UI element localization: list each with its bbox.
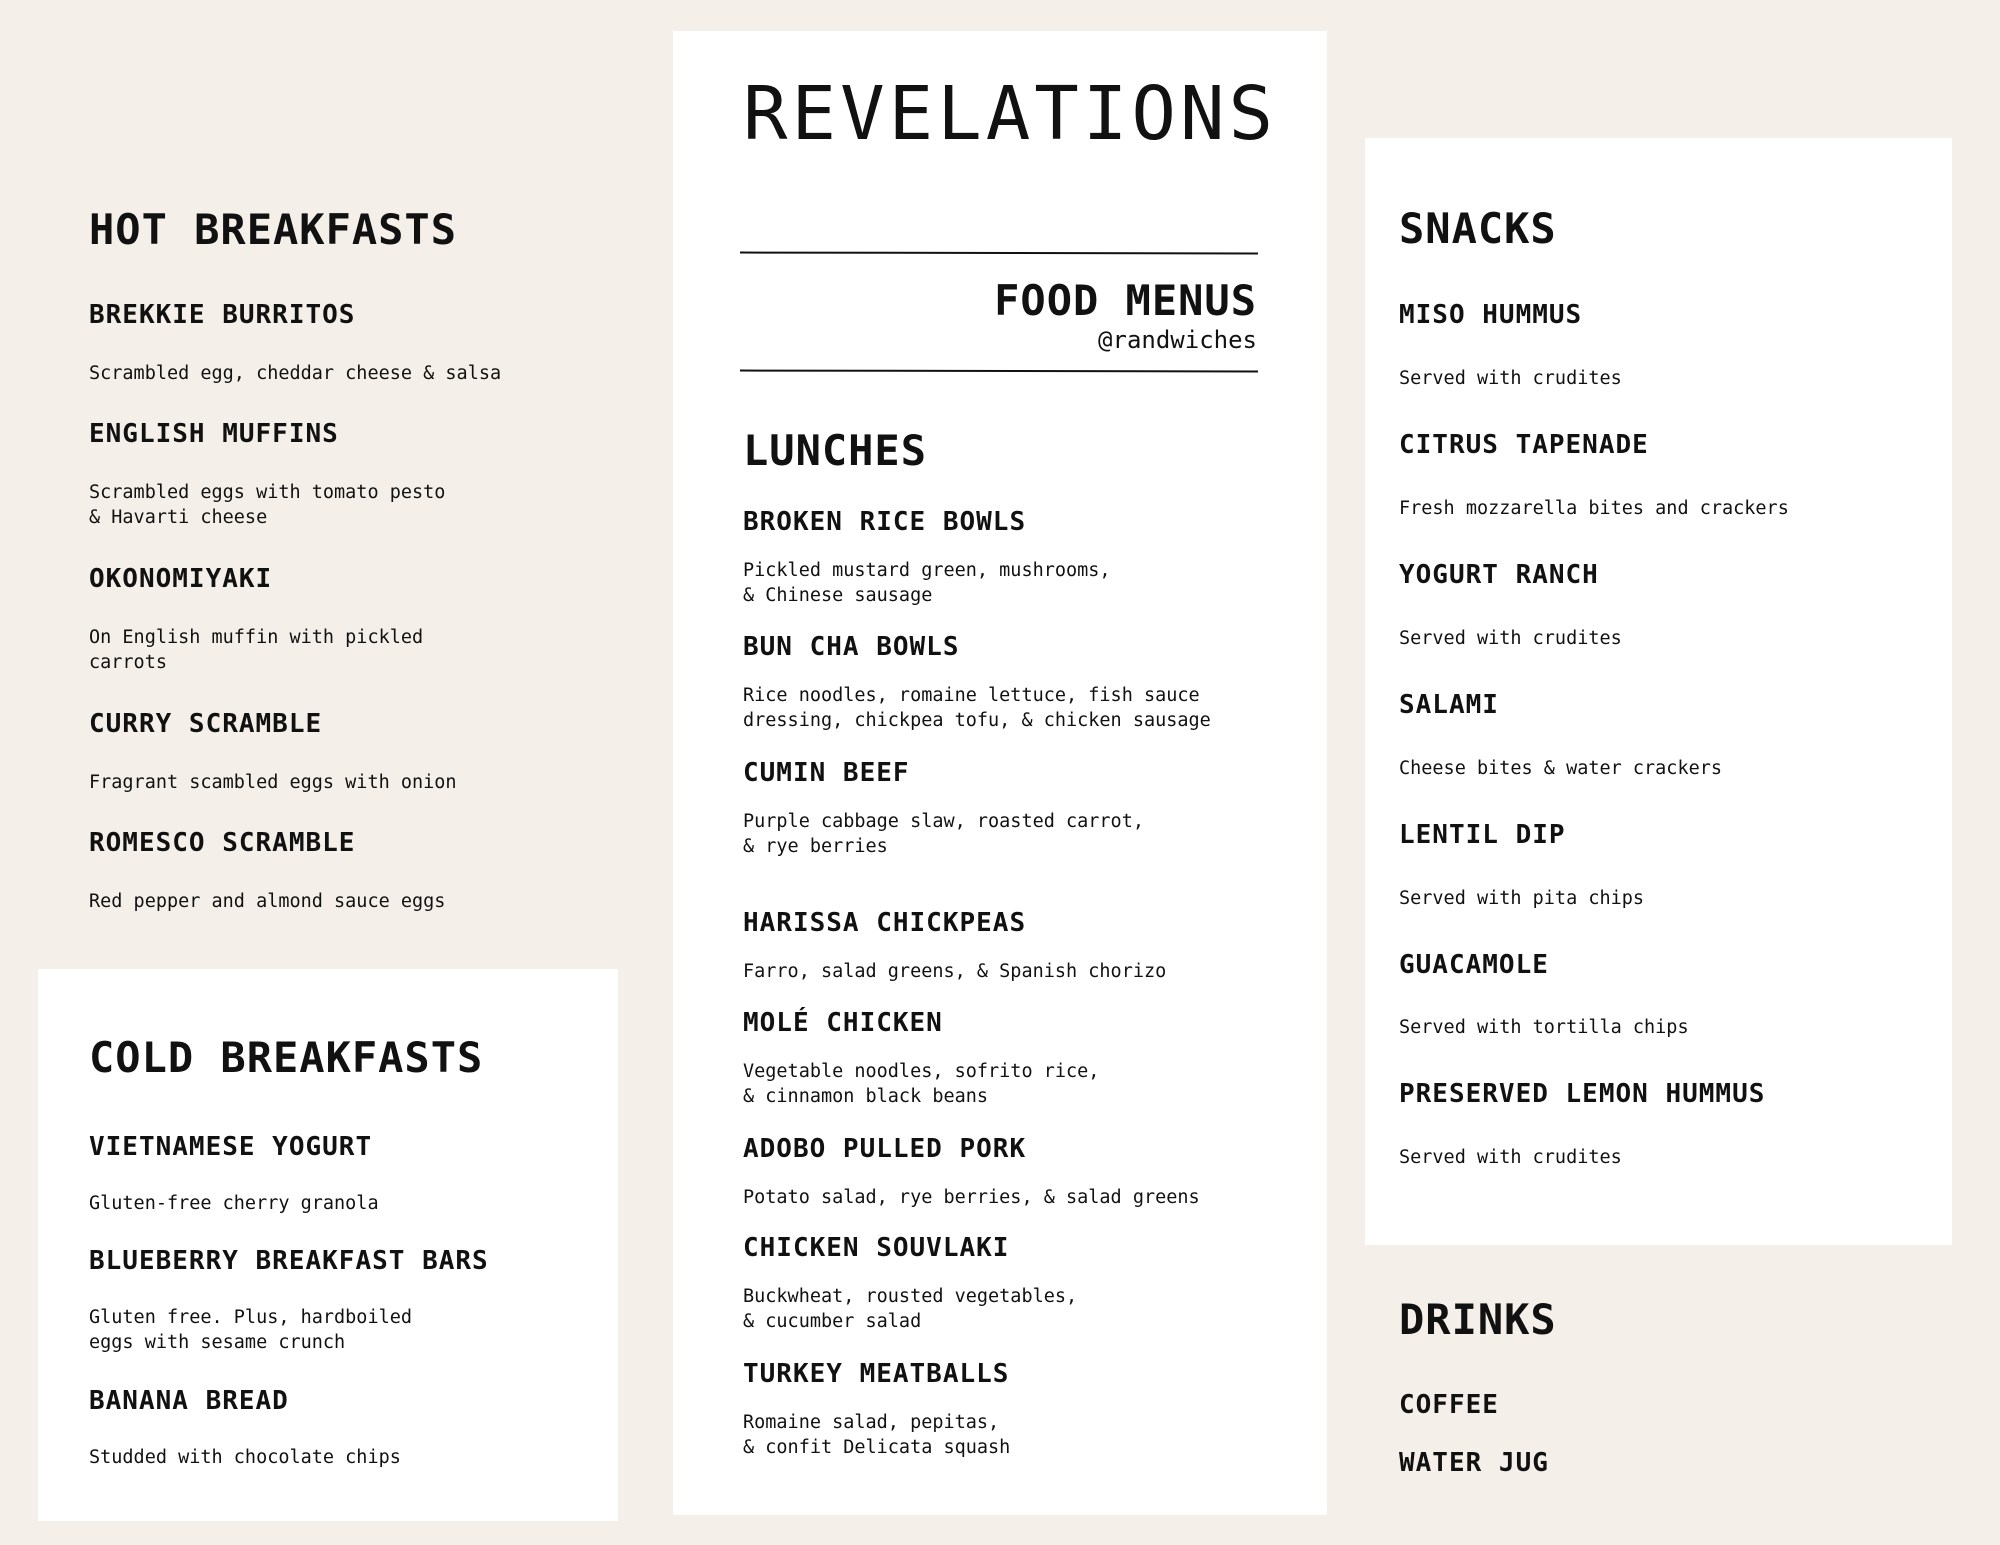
menu-item-name: LENTIL DIP bbox=[1399, 820, 1566, 850]
menu-item-desc: Studded with chocolate chips bbox=[89, 1447, 401, 1468]
menu-item-name: ENGLISH MUFFINS bbox=[89, 419, 339, 449]
menu-item-desc: Red pepper and almond sauce eggs bbox=[89, 891, 446, 912]
menu-item-desc: Potato salad, rye berries, & salad greens bbox=[743, 1187, 1200, 1208]
lunches-title: LUNCHES bbox=[743, 426, 928, 475]
menu-item-desc: Cheese bites & water crackers bbox=[1399, 758, 1723, 779]
social-handle: @randwiches bbox=[1098, 326, 1257, 354]
menu-item-name: BUN CHA BOWLS bbox=[743, 632, 960, 662]
menu-item-name: HARISSA CHICKPEAS bbox=[743, 908, 1027, 938]
menu-item-desc: Purple cabbage slaw, roasted carrot, & rye berries bbox=[743, 811, 1144, 857]
menu-item-desc: Gluten-free cherry granola bbox=[89, 1193, 379, 1214]
menu-item-name: MISO HUMMUS bbox=[1399, 300, 1583, 330]
menu-item-name: OKONOMIYAKI bbox=[89, 564, 273, 594]
snacks-section bbox=[1365, 138, 1952, 1245]
menu-item-name: YOGURT RANCH bbox=[1399, 560, 1599, 590]
menu-item-name: SALAMI bbox=[1399, 690, 1499, 720]
cold-breakfasts-section bbox=[38, 969, 618, 1521]
menu-item-desc: Fragrant scambled eggs with onion bbox=[89, 772, 457, 793]
menu-item-desc: Served with tortilla chips bbox=[1399, 1017, 1689, 1038]
menu-item-desc: Buckwheat, rousted vegetables, & cucumber salad bbox=[743, 1286, 1078, 1332]
menu-item-desc: Served with crudites bbox=[1399, 368, 1622, 389]
snacks-title: SNACKS bbox=[1399, 204, 1557, 253]
menu-item-name: CUMIN BEEF bbox=[743, 758, 910, 788]
drinks-section bbox=[1365, 1280, 1952, 1520]
menu-item-name: TURKEY MEATBALLS bbox=[743, 1359, 1010, 1389]
hot-breakfasts-section bbox=[38, 150, 618, 940]
menu-item-name: ADOBO PULLED PORK bbox=[743, 1134, 1027, 1164]
menu-item-desc: Scrambled egg, cheddar cheese & salsa bbox=[89, 363, 502, 384]
drinks-title: DRINKS bbox=[1399, 1295, 1557, 1344]
menu-item-name: VIETNAMESE YOGURT bbox=[89, 1132, 373, 1162]
divider-line bbox=[740, 252, 1258, 255]
food-menus-title: FOOD MENUS bbox=[994, 276, 1257, 325]
menu-item-desc: Served with pita chips bbox=[1399, 888, 1645, 909]
menu-item-desc: Fresh mozzarella bites and crackers bbox=[1399, 498, 1789, 519]
cold-breakfasts-title: COLD BREAKFASTS bbox=[89, 1033, 484, 1082]
menu-item-name: MOLÉ CHICKEN bbox=[743, 1008, 943, 1038]
menu-item-name: WATER JUG bbox=[1399, 1448, 1549, 1478]
menu-item-name: CURRY SCRAMBLE bbox=[89, 709, 323, 739]
menu-item-name: BREKKIE BURRITOS bbox=[89, 300, 356, 330]
menu-item-desc: On English muffin with pickled carrots bbox=[89, 627, 424, 673]
menu-item-name: COFFEE bbox=[1399, 1390, 1499, 1420]
menu-item-name: GUACAMOLE bbox=[1399, 950, 1549, 980]
brand-title: REVELATIONS bbox=[743, 71, 1278, 157]
divider-line bbox=[740, 370, 1258, 373]
menu-item-desc: Pickled mustard green, mushrooms, & Chinese sausage bbox=[743, 560, 1111, 606]
menu-item-desc: Scrambled eggs with tomato pesto & Havarti cheese bbox=[89, 482, 446, 528]
menu-item-desc: Vegetable noodles, sofrito rice, & cinnamon black beans bbox=[743, 1061, 1100, 1107]
menu-item-desc: Romaine salad, pepitas, & confit Delicata squash bbox=[743, 1412, 1011, 1458]
menu-item-desc: Served with crudites bbox=[1399, 628, 1622, 649]
hot-breakfasts-title: HOT BREAKFASTS bbox=[89, 205, 458, 254]
menu-item-name: CITRUS TAPENADE bbox=[1399, 430, 1649, 460]
menu-item-name: CHICKEN SOUVLAKI bbox=[743, 1233, 1010, 1263]
menu-item-name: ROMESCO SCRAMBLE bbox=[89, 828, 356, 858]
menu-item-name: PRESERVED LEMON HUMMUS bbox=[1399, 1079, 1766, 1109]
menu-item-desc: Served with crudites bbox=[1399, 1147, 1622, 1168]
menu-item-name: BLUEBERRY BREAKFAST BARS bbox=[89, 1246, 489, 1276]
menu-item-name: BANANA BREAD bbox=[89, 1386, 289, 1416]
menu-item-name: BROKEN RICE BOWLS bbox=[743, 507, 1027, 537]
menu-item-desc: Rice noodles, romaine lettuce, fish sauce dressing, chickpea tofu, & chicken sausage bbox=[743, 685, 1211, 731]
menu-item-desc: Gluten free. Plus, hardboiled eggs with sesame crunch bbox=[89, 1307, 413, 1353]
menu-item-desc: Farro, salad greens, & Spanish chorizo bbox=[743, 961, 1167, 982]
center-menu-panel bbox=[673, 31, 1327, 1515]
